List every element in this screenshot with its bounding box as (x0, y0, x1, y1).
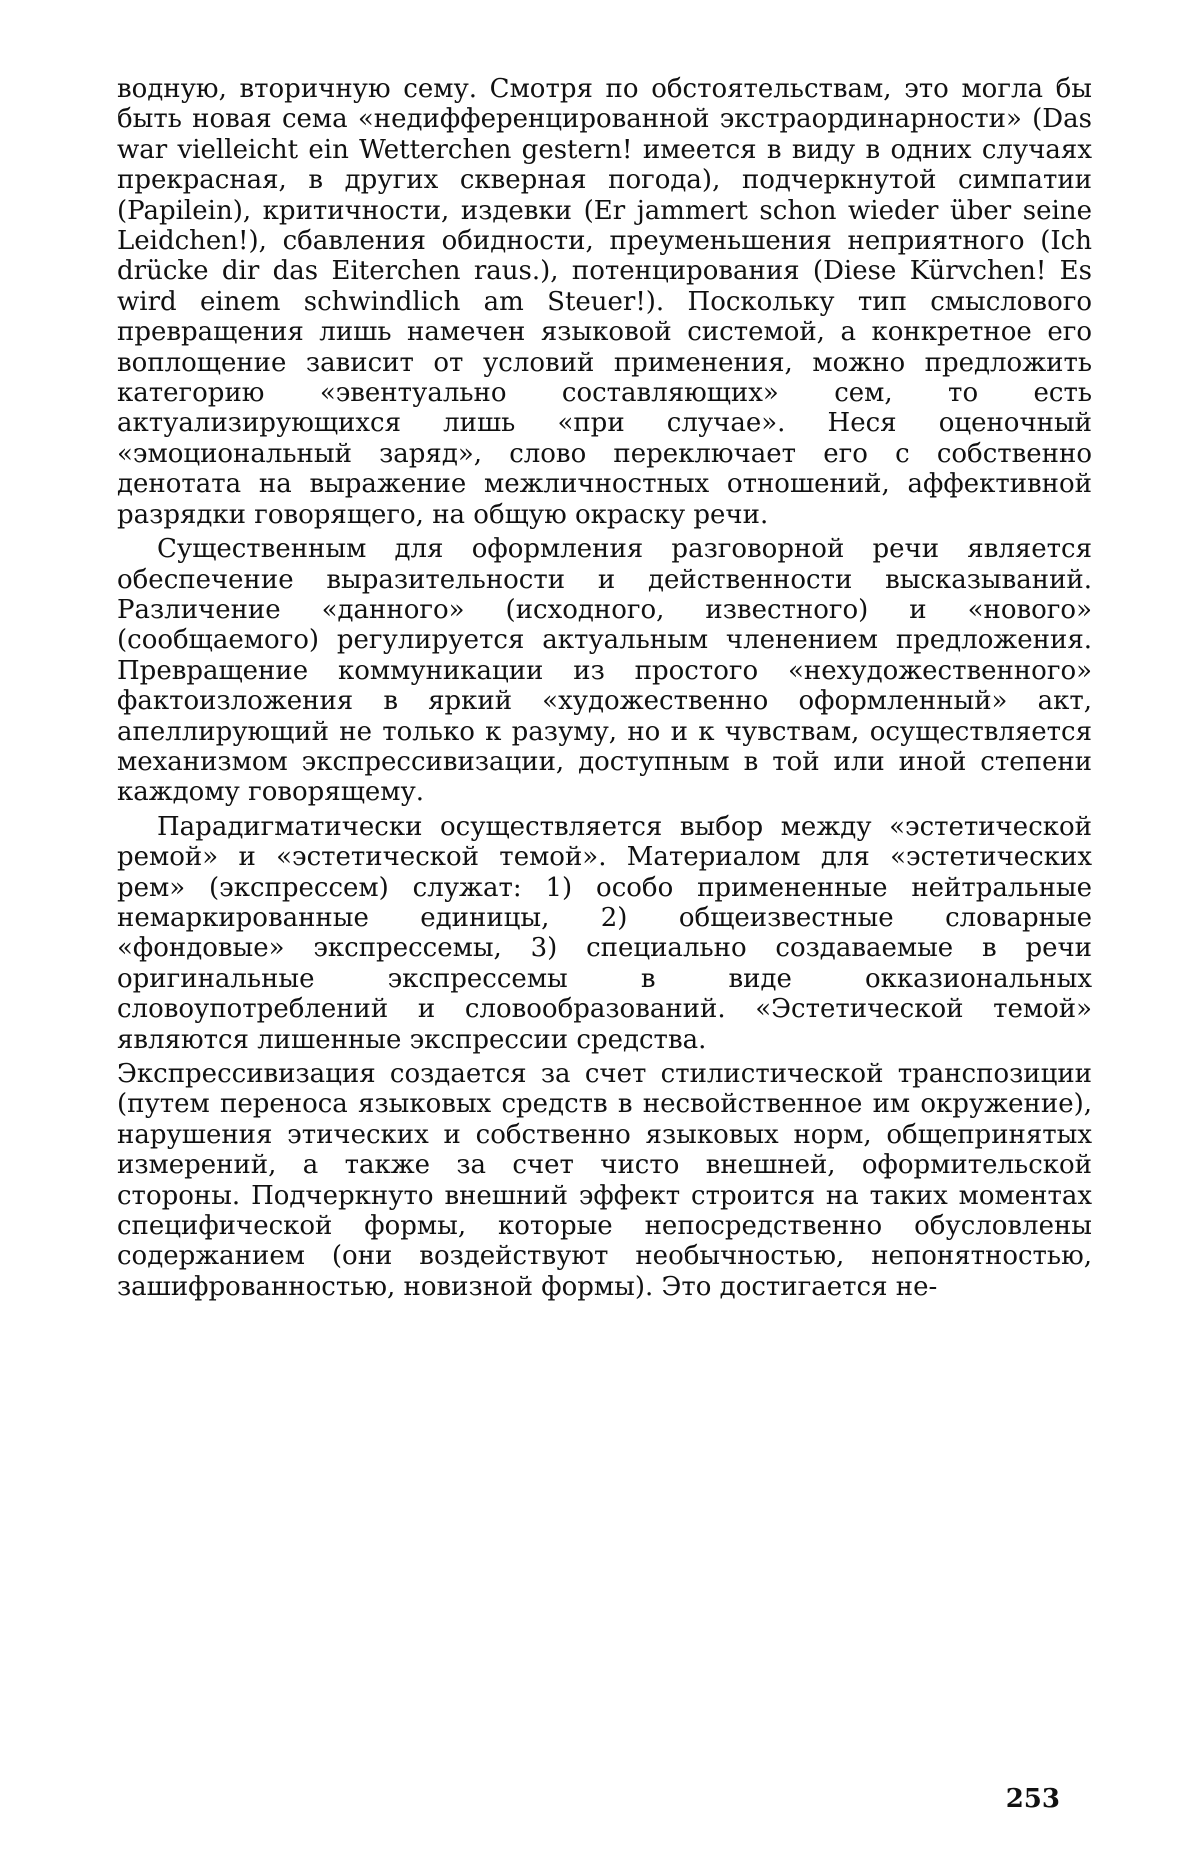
page-number: 253 (1005, 1784, 1060, 1814)
paragraph-2: Существенным для оформления разговорной речи является обеспечение выразительности и действенности высказываний. Различение «данного» (исходного, известного) и «нового» (сообщаемого) регулируется актуальным членением предложения. Превращение коммуникации из простого «нехудожественного» фактоизложения в яркий «художественно оформленный» акт, апеллирующий не только к разуму, но и к чувствам, осуществляется механизмом экспрессивизации, доступным в той или иной степени каждому говорящему. (117, 534, 1092, 808)
page-body (117, 74, 1092, 1794)
paragraph-3: Парадигматически осуществляется выбор между «эстетической ремой» и «эстетической темой». Материалом для «эстетических рем» (экспрессем) служат: 1) особо примененные нейтральные немаркированные единицы, 2) общеизвестные словарные «фондовые» экспрессемы, 3) специально создаваемые в речи оригинальные экспрессемы в виде окказиональных словоупотреблений и словообразований. «Эстетической темой» являются лишенные экспрессии средства. (117, 811, 1092, 1055)
paragraph-1: водную, вторичную сему. Смотря по обстоятельствам, это могла бы быть новая сема «недифференцированной экстраординарности» (Das war vielleicht ein Wetterchen gestern! имеется в виду в одних случаях прекрасная, в других скверная погода), подчеркнутой симпатии (Papilein), критичности, издевки (Er jammert schon wieder über seine Leidchen!), сбавления обидности, преуменьшения неприятного (Ich drücke dir das Eiterchen raus.), потенцирования (Diese Kürvchen! Es wird einem schwindlich am Steuer!). Поскольку тип смыслового превращения лишь намечен языковой системой, а конкретное его воплощение зависит от условий применения, можно предложить категорию «эвентуально составляющих» сем, то есть актуализирующихся лишь «при случае». Неся оценочный «эмоциональный заряд», слово переключает его с собственно денотата на выражение межличностных отношений, аффективной разрядки говорящего, на общую окраску речи. (117, 74, 1092, 530)
paragraph-4: Экспрессивизация создается за счет стилистической транспозиции (путем переноса языковых средств в несвойственное им окружение), нарушения этических и собственно языковых норм, общепринятых измерений, а также за счет чисто внешней, оформительской стороны. Подчеркнуто внешний эффект строится на таких моментах специфической формы, которые непосредственно обусловлены содержанием (они воздействуют необычностью, непонятностью, зашифрованностью, новизной формы). Это достигается не- (117, 1059, 1092, 1302)
